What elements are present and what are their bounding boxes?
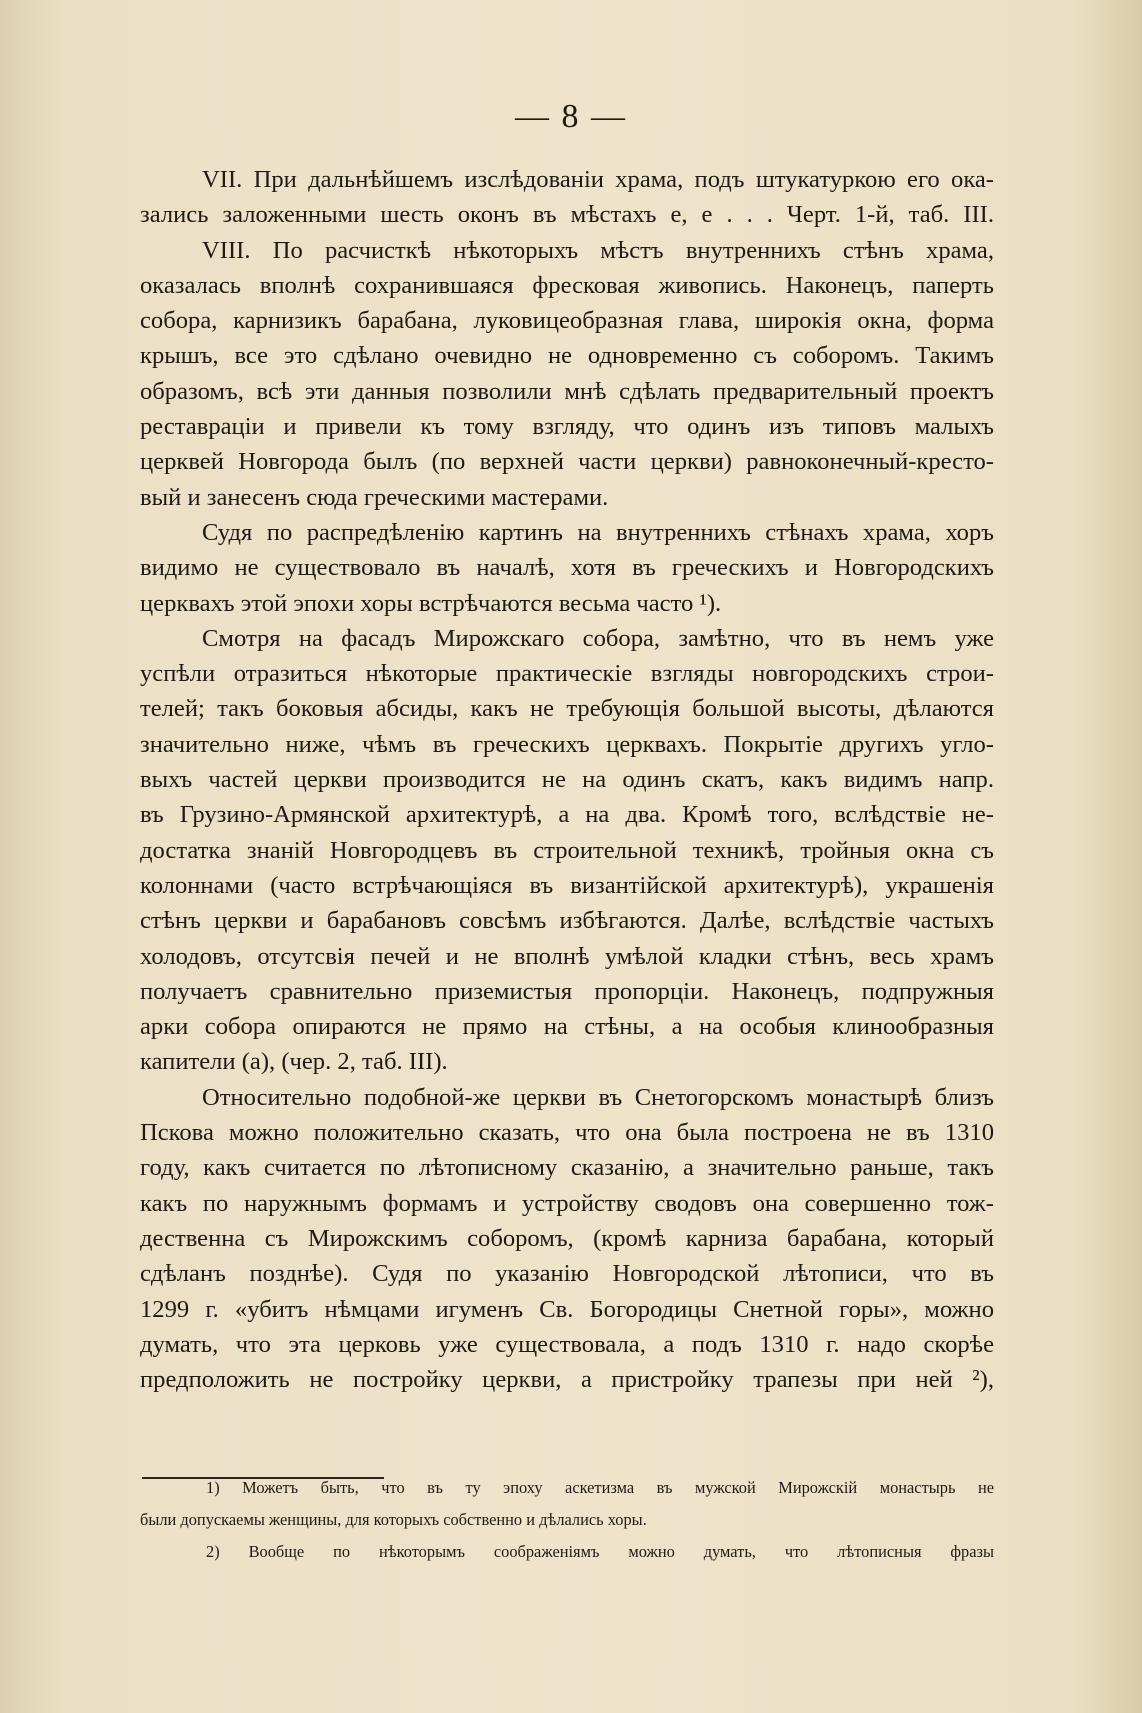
text-line: 1299 г. «убитъ нѣмцами игуменъ Св. Богородицы Снетной горы», можно <box>140 1295 994 1323</box>
text-line: какъ по наружнымъ формамъ и устройству сводовъ она совершенно тож- <box>140 1189 994 1217</box>
text-line: VIII. По расчисткѣ нѣкоторыхъ мѣстъ внутреннихъ стѣнъ храма, <box>202 236 994 264</box>
text-line: церквахъ этой эпохи хоры встрѣчаются весьма часто ¹). <box>140 589 722 617</box>
text-line: предположить не постройку церкви, а пристройку трапезы при ней ²), <box>140 1366 994 1394</box>
text-line: зались заложенными шесть оконъ въ мѣстахъ е, е . . . Черт. 1-й, таб. III. <box>140 201 994 229</box>
text-line: году, какъ считается по лѣтописному сказанію, а значительно раньше, такъ <box>140 1154 994 1182</box>
text-line: видимо не существовало въ началѣ, хотя въ греческихъ и Новгородскихъ <box>140 554 994 582</box>
text-line: стѣнъ церкви и барабановъ совсѣмъ избѣгаются. Далѣе, вслѣдствіе частыхъ <box>140 907 994 935</box>
text-line: собора, карнизикъ барабана, луковицеобразная глава, широкія окна, форма <box>140 307 994 335</box>
text-line: получаетъ сравнительно приземистыя пропорціи. Наконецъ, подпружныя <box>140 977 994 1005</box>
text-line: крышъ, все это сдѣлано очевидно не одновременно съ соборомъ. Такимъ <box>140 342 994 370</box>
text-line: достатка знаній Новгородцевъ въ строительной техникѣ, тройныя окна съ <box>140 836 994 864</box>
text-line: арки собора опираются не прямо на стѣны, а на особыя клинообразныя <box>140 1013 994 1041</box>
footnote-line: были допускаемы женщины, для которыхъ собственно и дѣлались хоры. <box>140 1510 647 1529</box>
text-line: VII. При дальнѣйшемъ изслѣдованіи храма, подъ штукатуркою его ока- <box>202 166 994 193</box>
text-line: оказалась вполнѣ сохранившаяся фресковая живопись. Наконецъ, паперть <box>140 271 994 299</box>
text-line: значительно ниже, чѣмъ въ греческихъ церквахъ. Покрытіе другихъ угло- <box>140 730 994 758</box>
text-line: колоннами (часто встрѣчающіяся въ византійской архитектурѣ), украшенія <box>140 871 994 899</box>
text-line: Судя по распредѣленію картинъ на внутреннихъ стѣнахъ храма, хоръ <box>202 518 994 546</box>
text-line: реставраціи и привели къ тому взгляду, что одинъ изъ типовъ малыхъ <box>140 413 994 441</box>
text-line: Относительно подобной-же церкви въ Снетогорскомъ монастырѣ близъ <box>202 1083 994 1111</box>
text-line: дественна съ Мирожскимъ соборомъ, (кромѣ карниза барабана, который <box>140 1224 994 1252</box>
text-line: въ Грузино-Армянской архитектурѣ, а на два. Кромѣ того, вслѣдствіе не- <box>140 801 994 829</box>
text-line: образомъ, всѣ эти данныя позволили мнѣ сдѣлать предварительный проектъ <box>140 377 994 405</box>
text-line: капители (а), (чер. 2, таб. III). <box>140 1048 448 1076</box>
page-number: — 8 — <box>515 98 627 135</box>
text-line: холодовъ, отсутсвія печей и не вполнѣ умѣлой кладки стѣнъ, весь храмъ <box>140 942 994 970</box>
text-line: церквей Новгорода былъ (по верхней части церкви) равноконечный-кресто- <box>140 448 994 476</box>
text-line: думать, что эта церковь уже существовала, а подъ 1310 г. надо скорѣе <box>140 1330 994 1358</box>
text-line: Смотря на фасадъ Мирожскаго собора, замѣтно, что въ немъ уже <box>202 624 994 652</box>
body-text <box>140 162 994 1397</box>
footnotes <box>140 1472 994 1568</box>
text-line: успѣли отразиться нѣкоторые практическіе взгляды новгородскихъ строи- <box>140 660 994 688</box>
text-line: телей; такъ боковыя абсиды, какъ не требующія большой высоты, дѣлаются <box>140 695 994 723</box>
footnote-line: 2) Вообще по нѣкоторымъ соображеніямъ можно думать, что лѣтописныя фразы <box>206 1542 994 1561</box>
footnote-line: 1) Можетъ быть, что въ ту эпоху аскетизма въ мужской Мирожскій монастырь не <box>206 1478 994 1497</box>
text-line: выхъ частей церкви производится не на одинъ скатъ, какъ видимъ напр. <box>140 766 994 794</box>
text-line: Пскова можно положительно сказать, что она была построена не въ 1310 <box>140 1119 994 1147</box>
text-line: вый и занесенъ сюда греческими мастерами. <box>140 483 609 511</box>
text-line: сдѣланъ позднѣе). Судя по указанію Новгородской лѣтописи, что въ <box>140 1260 994 1288</box>
